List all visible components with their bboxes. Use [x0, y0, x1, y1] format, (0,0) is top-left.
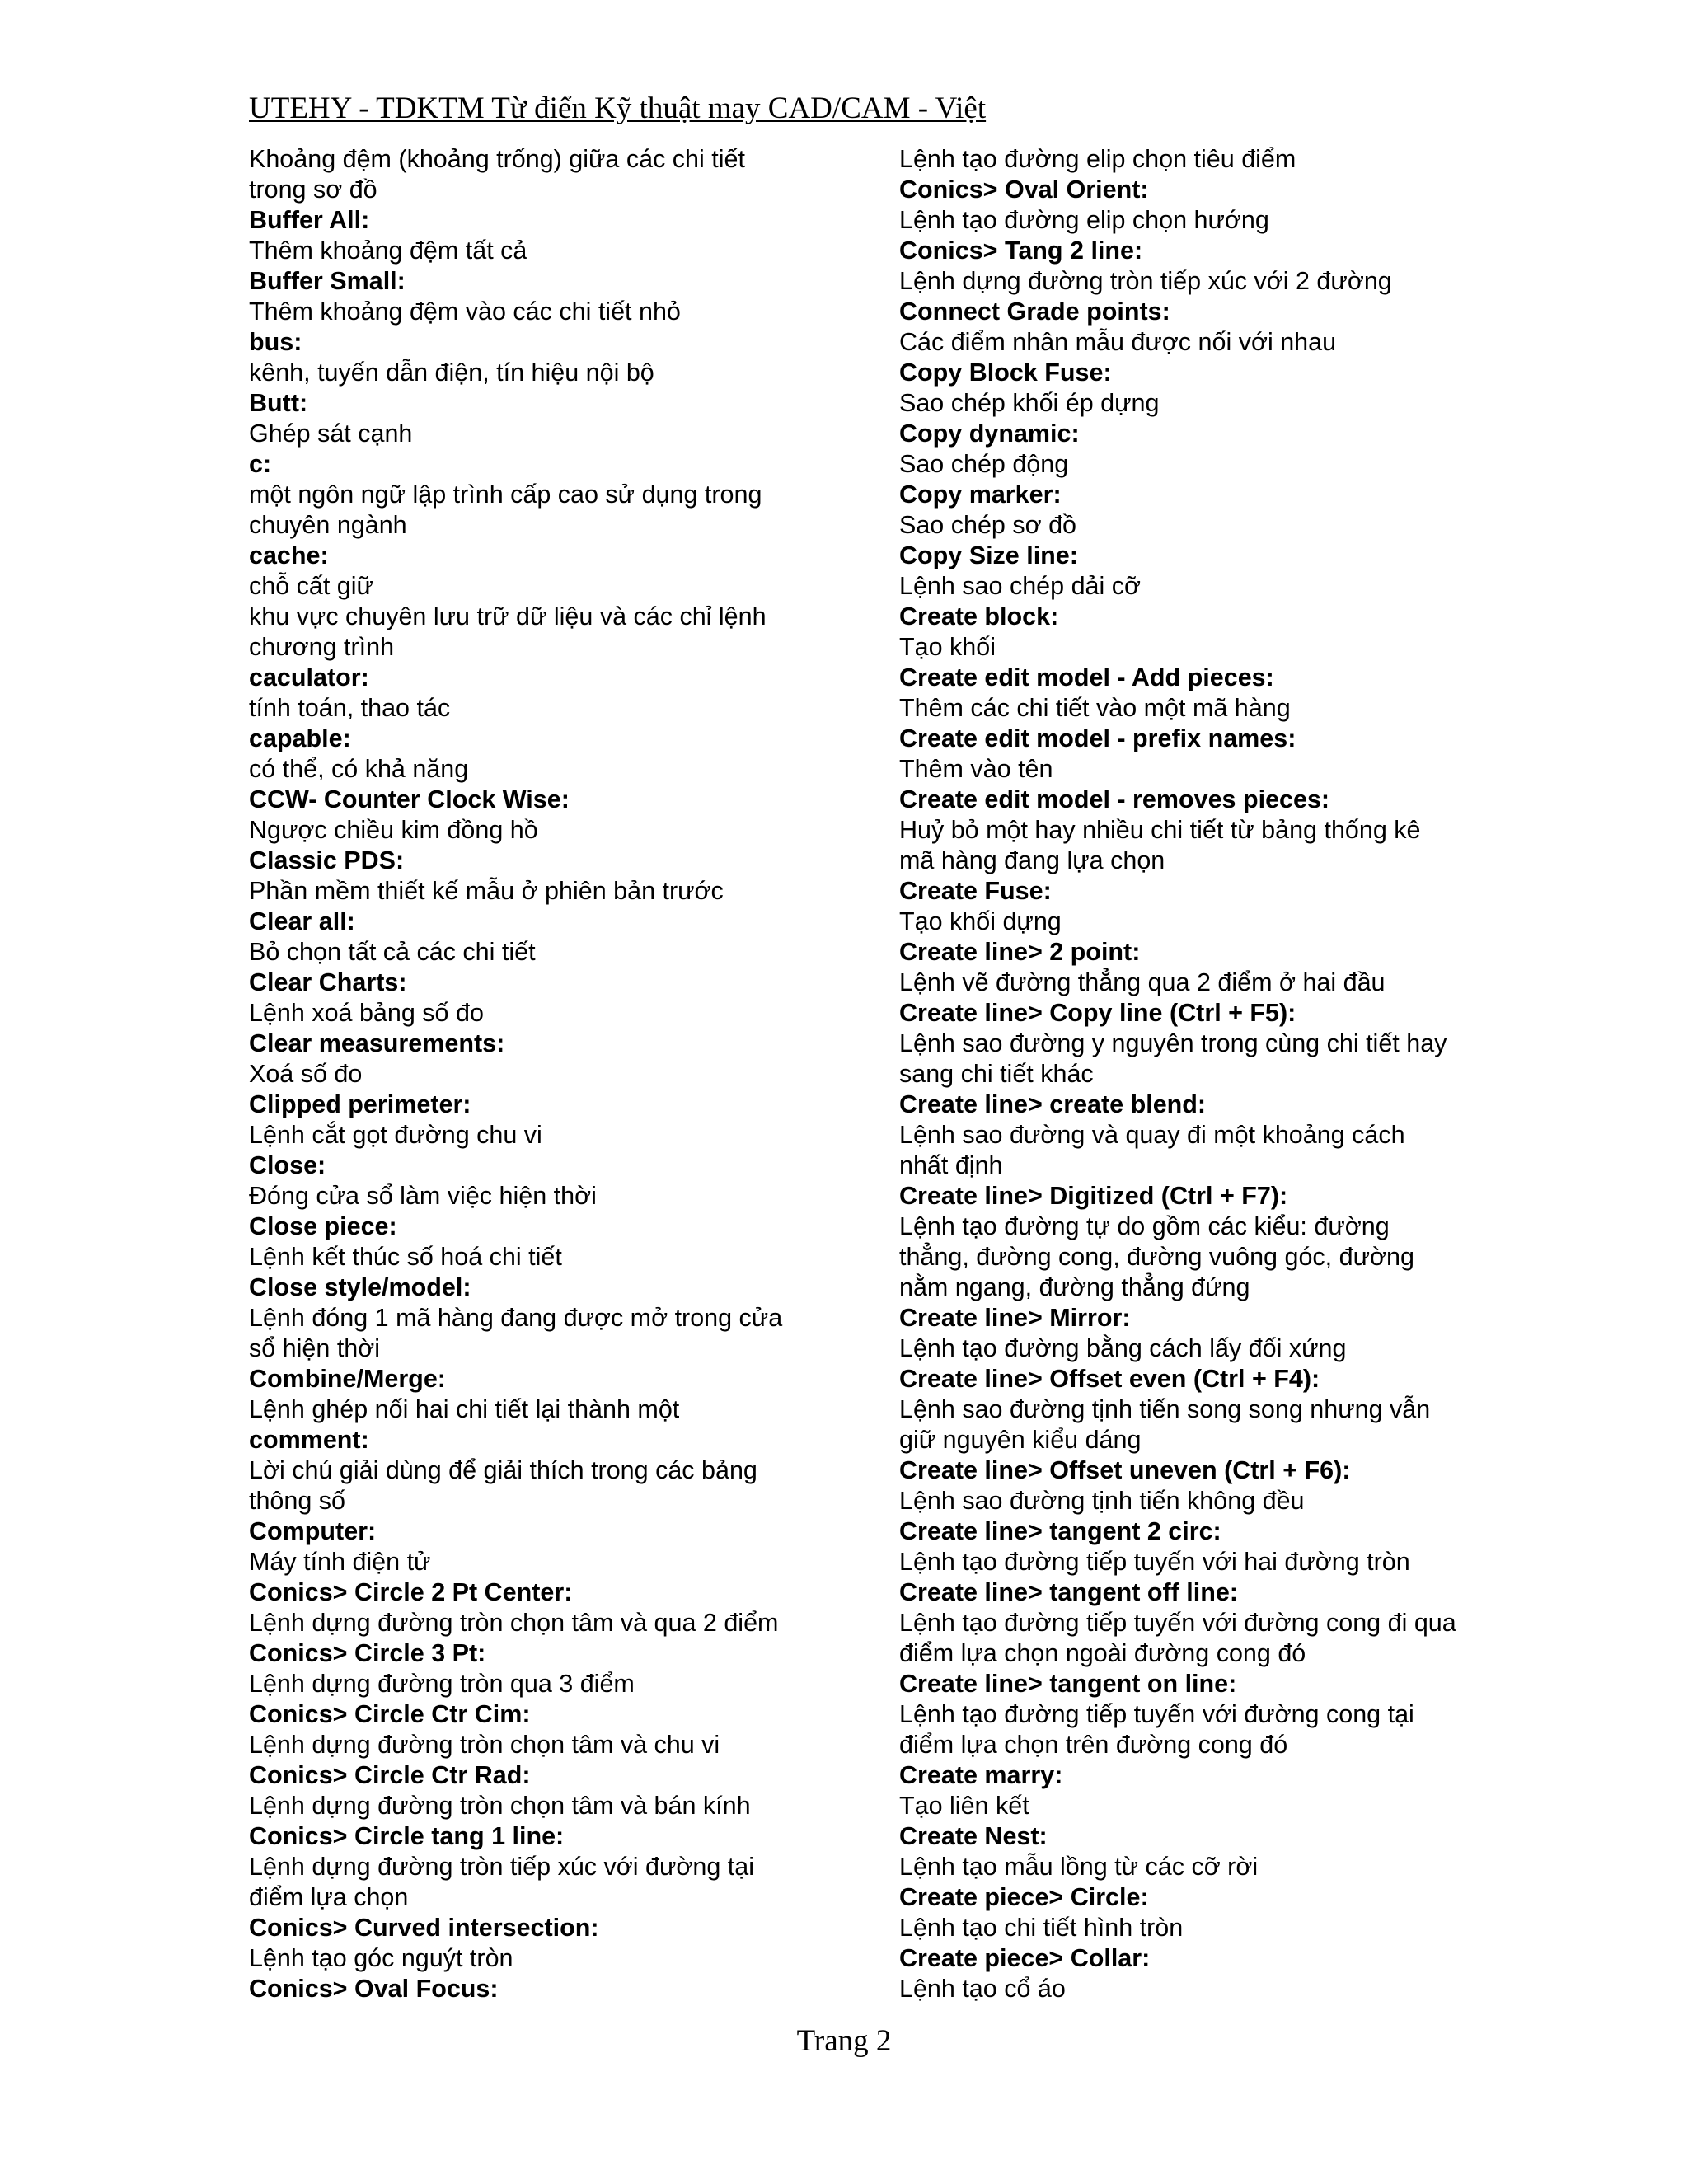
dictionary-term: Conics> Oval Focus: [249, 1975, 499, 2003]
dictionary-definition: Lệnh ghép nối hai chi tiết lại thành một [249, 1395, 680, 1423]
dictionary-term: cache: [249, 541, 329, 569]
dictionary-definition: Lệnh dựng đường tròn qua 3 điểm [249, 1670, 635, 1698]
dictionary-term: Conics> Oval Orient: [899, 176, 1149, 204]
dictionary-definition: Ghép sát cạnh [249, 419, 413, 448]
dictionary-term: Copy dynamic: [899, 419, 1080, 448]
dictionary-term: c: [249, 450, 272, 478]
dictionary-definition: Lệnh xoá bảng số đo [249, 999, 484, 1027]
dictionary-definition: Lệnh cắt gọt đường chu vi [249, 1121, 542, 1149]
dictionary-definition: sang chi tiết khác [899, 1060, 1094, 1088]
dictionary-definition: Tạo khối [899, 633, 996, 661]
dictionary-definition: Lệnh vẽ đường thẳng qua 2 điểm ở hai đầu [899, 968, 1386, 996]
dictionary-definition: điểm lựa chọn [249, 1883, 409, 1911]
dictionary-term: Conics> Circle tang 1 line: [249, 1822, 565, 1850]
dictionary-definition: chuyên ngành [249, 511, 407, 539]
dictionary-term: Close piece: [249, 1212, 397, 1240]
dictionary-term: Copy Block Fuse: [899, 359, 1112, 387]
dictionary-definition: Lệnh tạo đường tự do gồm các kiểu: đường [899, 1212, 1390, 1240]
dictionary-term: Create piece> Circle: [899, 1883, 1149, 1911]
dictionary-definition: Khoảng đệm (khoảng trống) giữa các chi tiết [249, 145, 745, 173]
dictionary-term: Create line> Digitized (Ctrl + F7): [899, 1182, 1288, 1210]
dictionary-definition: có thể, có khả năng [249, 755, 469, 783]
dictionary-definition: Huỷ bỏ một hay nhiều chi tiết từ bảng thống kê [899, 816, 1421, 844]
dictionary-definition: Lệnh tạo đường elip chọn hướng [899, 206, 1269, 234]
dictionary-term: Clipped perimeter: [249, 1090, 471, 1118]
dictionary-definition: Lệnh đóng 1 mã hàng đang được mở trong cửa [249, 1304, 783, 1332]
dictionary-definition: Bỏ chọn tất cả các chi tiết [249, 938, 536, 966]
dictionary-term: Buffer All: [249, 206, 370, 234]
dictionary-term: Classic PDS: [249, 846, 405, 874]
dictionary-definition: điểm lựa chọn trên đường cong đó [899, 1731, 1288, 1759]
dictionary-term: Clear all: [249, 907, 355, 935]
dictionary-term: Create marry: [899, 1761, 1063, 1789]
dictionary-term: Create edit model - prefix names: [899, 724, 1296, 752]
dictionary-definition: Xoá số đo [249, 1060, 363, 1088]
dictionary-definition: Lệnh dựng đường tròn chọn tâm và bán kính [249, 1792, 751, 1820]
dictionary-definition: giữ nguyên kiểu dáng [899, 1426, 1142, 1454]
dictionary-definition: điểm lựa chọn ngoài đường cong đó [899, 1639, 1306, 1667]
dictionary-definition: Đóng cửa sổ làm việc hiện thời [249, 1182, 597, 1210]
dictionary-term: Butt: [249, 389, 308, 417]
dictionary-definition: Các điểm nhân mẫu được nối với nhau [899, 328, 1337, 356]
dictionary-term: Conics> Tang 2 line: [899, 237, 1143, 265]
dictionary-term: Create line> tangent on line: [899, 1670, 1237, 1698]
dictionary-definition: Thêm khoảng đệm tất cả [249, 237, 528, 265]
dictionary-definition: Lệnh tạo đường tiếp tuyến với hai đường tròn [899, 1548, 1410, 1576]
dictionary-definition: Lệnh tạo chi tiết hình tròn [899, 1914, 1184, 1942]
right-column [899, 144, 1476, 2004]
dictionary-definition: Lệnh dựng đường tròn chọn tâm và chu vi [249, 1731, 720, 1759]
dictionary-term: Create edit model - removes pieces: [899, 785, 1330, 813]
dictionary-definition: Tạo khối dựng [899, 907, 1062, 935]
dictionary-term: Connect Grade points: [899, 298, 1170, 326]
dictionary-term: Create line> Offset uneven (Ctrl + F6): [899, 1456, 1351, 1484]
dictionary-definition: Lệnh dựng đường tròn tiếp xúc với đường tại [249, 1853, 754, 1881]
dictionary-definition: nhất định [899, 1151, 1003, 1179]
dictionary-term: Create line> Mirror: [899, 1304, 1131, 1332]
dictionary-definition: Lệnh sao đường và quay đi một khoảng cách [899, 1121, 1405, 1149]
dictionary-definition: Lệnh sao đường tịnh tiến không đều [899, 1487, 1305, 1515]
dictionary-definition: Lệnh tạo mẫu lồng từ các cỡ rời [899, 1853, 1259, 1881]
dictionary-term: Clear Charts: [249, 968, 407, 996]
dictionary-definition: mã hàng đang lựa chọn [899, 846, 1165, 874]
dictionary-definition: Thêm vào tên [899, 755, 1053, 783]
dictionary-term: Copy marker: [899, 480, 1062, 509]
dictionary-definition: sổ hiện thời [249, 1334, 381, 1362]
dictionary-definition: Lệnh sao chép dải cỡ [899, 572, 1142, 600]
dictionary-definition: nằm ngang, đường thẳng đứng [899, 1273, 1250, 1301]
dictionary-term: Conics> Circle 3 Pt: [249, 1639, 486, 1667]
dictionary-definition: Lệnh tạo đường tiếp tuyến với đường cong tại [899, 1700, 1414, 1728]
page-header: UTEHY - TDKTM Từ điển Kỹ thuật may CAD/CAM - Việt [249, 91, 987, 125]
dictionary-term: bus: [249, 328, 302, 356]
dictionary-definition: Lệnh tạo đường bằng cách lấy đối xứng [899, 1334, 1347, 1362]
dictionary-definition: Sao chép sơ đồ [899, 511, 1077, 539]
dictionary-definition: thông số [249, 1487, 346, 1515]
dictionary-definition: chỗ cất giữ [249, 572, 373, 600]
dictionary-term: Clear measurements: [249, 1029, 505, 1057]
dictionary-term: Create line> Offset even (Ctrl + F4): [899, 1365, 1320, 1393]
dictionary-definition: Ngược chiều kim đồng hồ [249, 816, 538, 844]
dictionary-definition: trong sơ đồ [249, 176, 377, 204]
left-column [249, 144, 826, 2004]
dictionary-definition: Lệnh tạo góc nguýt tròn [249, 1944, 513, 1972]
dictionary-term: Conics> Circle 2 Pt Center: [249, 1578, 573, 1606]
dictionary-definition: Máy tính điện tử [249, 1548, 431, 1576]
dictionary-term: Create line> tangent 2 circ: [899, 1517, 1221, 1545]
dictionary-term: Conics> Curved intersection: [249, 1914, 599, 1942]
dictionary-term: Create Fuse: [899, 877, 1052, 905]
dictionary-definition: chương trình [249, 633, 395, 661]
dictionary-term: Copy Size line: [899, 541, 1078, 569]
dictionary-term: Combine/Merge: [249, 1365, 446, 1393]
dictionary-term: Create line> create blend: [899, 1090, 1207, 1118]
dictionary-definition: kênh, tuyến dẫn điện, tín hiệu nội bộ [249, 359, 654, 387]
dictionary-term: Computer: [249, 1517, 377, 1545]
dictionary-definition: tính toán, thao tác [249, 694, 451, 722]
dictionary-definition: Lệnh sao đường tịnh tiến song song nhưng vẫn [899, 1395, 1431, 1423]
dictionary-term: comment: [249, 1426, 369, 1454]
dictionary-definition: Thêm khoảng đệm vào các chi tiết nhỏ [249, 298, 681, 326]
dictionary-term: caculator: [249, 663, 369, 691]
dictionary-definition: một ngôn ngữ lập trình cấp cao sử dụng trong [249, 480, 762, 509]
dictionary-term: Buffer Small: [249, 267, 406, 295]
dictionary-term: Create edit model - Add pieces: [899, 663, 1274, 691]
dictionary-term: Conics> Circle Ctr Rad: [249, 1761, 531, 1789]
dictionary-term: capable: [249, 724, 351, 752]
dictionary-definition: Lệnh sao đường y nguyên trong cùng chi tiết hay [899, 1029, 1447, 1057]
dictionary-term: Create piece> Collar: [899, 1944, 1151, 1972]
dictionary-definition: Lệnh dựng đường tròn tiếp xúc với 2 đường [899, 267, 1392, 295]
dictionary-term: Close style/model: [249, 1273, 471, 1301]
dictionary-term: Create Nest: [899, 1822, 1048, 1850]
dictionary-definition: Thêm các chi tiết vào một mã hàng [899, 694, 1291, 722]
dictionary-definition: Lệnh tạo đường elip chọn tiêu điểm [899, 145, 1296, 173]
dictionary-definition: Lệnh tạo cổ áo [899, 1975, 1066, 2003]
dictionary-definition: thẳng, đường cong, đường vuông góc, đường [899, 1243, 1414, 1271]
dictionary-definition: Tạo liên kết [899, 1792, 1029, 1820]
dictionary-term: Create line> 2 point: [899, 938, 1141, 966]
dictionary-definition: khu vực chuyên lưu trữ dữ liệu và các chỉ lệnh [249, 602, 767, 630]
dictionary-definition: Phần mềm thiết kế mẫu ở phiên bản trước [249, 877, 724, 905]
dictionary-definition: Sao chép động [899, 450, 1069, 478]
dictionary-term: Conics> Circle Ctr Cim: [249, 1700, 531, 1728]
dictionary-term: Create line> Copy line (Ctrl + F5): [899, 999, 1296, 1027]
dictionary-term: Create block: [899, 602, 1059, 630]
dictionary-definition: Lệnh tạo đường tiếp tuyến với đường cong đi qua [899, 1609, 1456, 1637]
dictionary-definition: Lời chú giải dùng để giải thích trong các bảng [249, 1456, 757, 1484]
dictionary-term: Create line> tangent off line: [899, 1578, 1238, 1606]
dictionary-term: CCW- Counter Clock Wise: [249, 785, 570, 813]
page-number: Trang 2 [796, 2024, 892, 2058]
dictionary-term: Close: [249, 1151, 326, 1179]
dictionary-definition: Lệnh dựng đường tròn chọn tâm và qua 2 điểm [249, 1609, 779, 1637]
dictionary-definition: Lệnh kết thúc số hoá chi tiết [249, 1243, 562, 1271]
dictionary-definition: Sao chép khối ép dựng [899, 389, 1160, 417]
